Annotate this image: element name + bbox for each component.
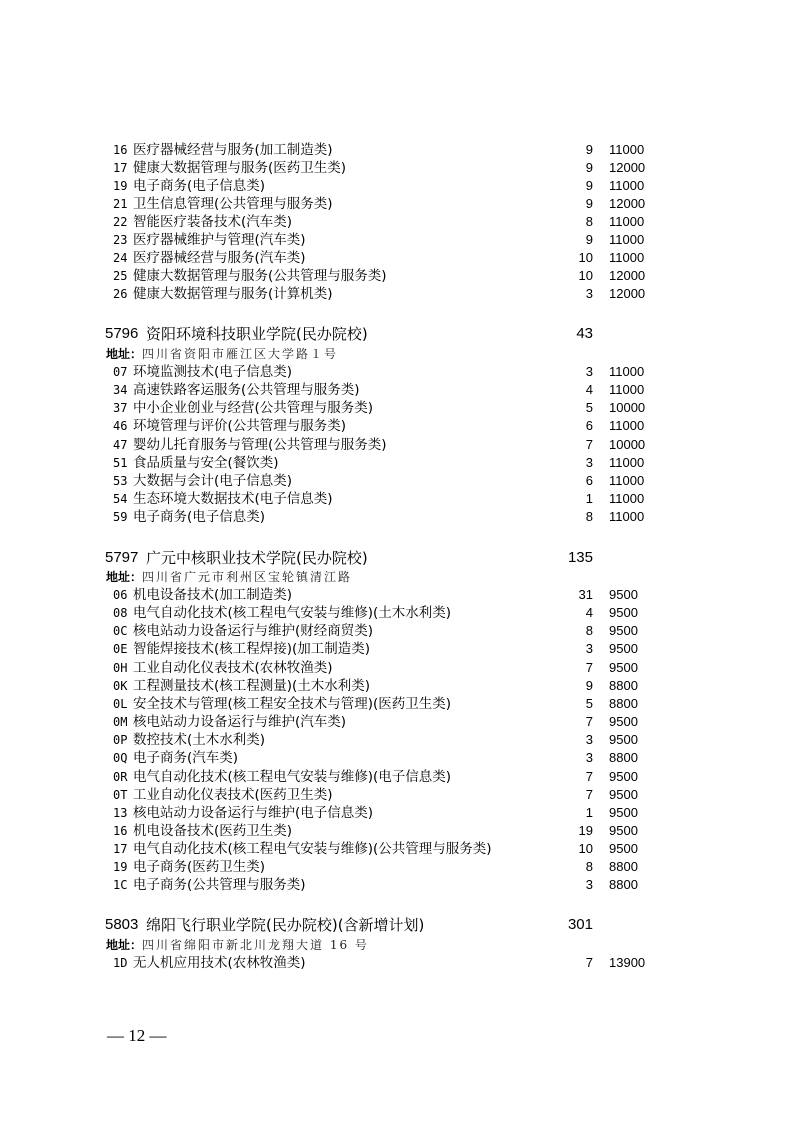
program-fee: 8800 bbox=[609, 750, 638, 765]
school-code: 5796 bbox=[105, 325, 139, 342]
program-fee: 9500 bbox=[609, 660, 638, 675]
program-fee: 11000 bbox=[609, 455, 645, 470]
program-row bbox=[0, 768, 793, 786]
program-fee: 11000 bbox=[609, 509, 645, 524]
program-name: 电气自动化技术(核工程电气安装与维修)(土木水利类) bbox=[133, 605, 452, 621]
program-code: 19 bbox=[113, 179, 128, 193]
program-fee: 11000 bbox=[609, 142, 645, 157]
program-name: 电子商务(汽车类) bbox=[133, 750, 239, 766]
program-code: 19 bbox=[113, 860, 128, 874]
program-fee: 11000 bbox=[609, 473, 645, 488]
program-row bbox=[0, 804, 793, 822]
program-code: 13 bbox=[113, 806, 128, 820]
program-name: 电子商务(公共管理与服务类) bbox=[133, 877, 306, 893]
program-row bbox=[0, 749, 793, 767]
program-count: 5 bbox=[585, 696, 593, 711]
program-name: 医疗器械维护与管理(汽车类) bbox=[133, 232, 306, 248]
program-code: 0T bbox=[113, 788, 128, 802]
school-code: 5803 bbox=[105, 916, 139, 933]
program-fee: 9500 bbox=[609, 769, 638, 784]
program-name: 医疗器械经营与服务(汽车类) bbox=[133, 250, 306, 266]
program-fee: 10000 bbox=[609, 437, 646, 452]
program-name: 卫生信息管理(公共管理与服务类) bbox=[133, 196, 333, 212]
program-name: 核电站动力设备运行与维护(财经商贸类) bbox=[133, 623, 374, 639]
program-count: 9 bbox=[585, 678, 593, 693]
program-count: 31 bbox=[578, 587, 593, 602]
program-code: 0Q bbox=[113, 751, 128, 765]
program-row bbox=[0, 267, 793, 285]
program-count: 7 bbox=[585, 660, 593, 675]
address-value: 四川省资阳市雁江区大学路１号 bbox=[142, 347, 339, 361]
school-total: 301 bbox=[567, 916, 593, 933]
program-name: 高速铁路客运服务(公共管理与服务类) bbox=[133, 382, 360, 398]
program-row bbox=[0, 659, 793, 677]
program-code: 25 bbox=[113, 269, 128, 283]
program-count: 3 bbox=[585, 750, 593, 765]
school-code: 5797 bbox=[105, 549, 139, 566]
program-count: 7 bbox=[585, 787, 593, 802]
program-name: 电子商务(医药卫生类) bbox=[133, 859, 266, 875]
school-address bbox=[106, 569, 352, 585]
program-count: 10 bbox=[578, 268, 593, 283]
address-value: 四川省绵阳市新北川龙翔大道 16 号 bbox=[142, 938, 369, 952]
program-count: 8 bbox=[585, 623, 593, 638]
program-code: 37 bbox=[113, 401, 128, 415]
school-name: 资阳环境科技职业学院(民办院校) bbox=[146, 325, 368, 343]
program-name: 工业自动化仪表技术(农林牧渔类) bbox=[133, 660, 333, 676]
program-name: 数控技术(土木水利类) bbox=[133, 732, 266, 748]
program-name: 工业自动化仪表技术(医药卫生类) bbox=[133, 787, 333, 803]
program-fee: 12000 bbox=[609, 286, 646, 301]
program-row bbox=[0, 731, 793, 749]
program-fee: 9500 bbox=[609, 732, 638, 747]
program-count: 10 bbox=[578, 841, 593, 856]
program-fee: 8800 bbox=[609, 696, 638, 711]
program-name: 食品质量与安全(餐饮类) bbox=[133, 455, 279, 471]
program-name: 电气自动化技术(核工程电气安装与维修)(电子信息类) bbox=[133, 769, 452, 785]
program-row bbox=[0, 141, 793, 159]
program-count: 9 bbox=[585, 232, 593, 247]
program-code: 08 bbox=[113, 606, 128, 620]
program-code: 23 bbox=[113, 233, 128, 247]
school-header bbox=[0, 323, 793, 345]
program-fee: 12000 bbox=[609, 196, 646, 211]
program-code: 0R bbox=[113, 770, 128, 784]
program-name: 机电设备技术(加工制造类) bbox=[133, 587, 293, 603]
program-count: 1 bbox=[585, 805, 593, 820]
program-row bbox=[0, 285, 793, 303]
program-name: 健康大数据管理与服务(医药卫生类) bbox=[133, 160, 347, 176]
program-fee: 8800 bbox=[609, 678, 638, 693]
program-fee: 11000 bbox=[609, 418, 645, 433]
program-row bbox=[0, 622, 793, 640]
program-count: 7 bbox=[585, 955, 593, 970]
program-row bbox=[0, 249, 793, 267]
address-label: 地址： bbox=[106, 570, 143, 584]
program-fee: 11000 bbox=[609, 214, 645, 229]
program-code: 0M bbox=[113, 715, 128, 729]
program-count: 9 bbox=[585, 178, 593, 193]
school-name: 绵阳飞行职业学院(民办院校)(含新增计划) bbox=[146, 916, 425, 934]
program-row bbox=[0, 858, 793, 876]
program-count: 9 bbox=[585, 196, 593, 211]
program-name: 智能焊接技术(核工程焊接)(加工制造类) bbox=[133, 641, 371, 657]
program-fee: 11000 bbox=[609, 178, 645, 193]
program-name: 中小企业创业与经营(公共管理与服务类) bbox=[133, 400, 374, 416]
program-count: 6 bbox=[585, 473, 593, 488]
program-row bbox=[0, 159, 793, 177]
program-code: 0E bbox=[113, 642, 128, 656]
program-row bbox=[0, 508, 793, 526]
program-fee: 9500 bbox=[609, 787, 638, 802]
program-count: 7 bbox=[585, 769, 593, 784]
program-name: 环境管理与评价(公共管理与服务类) bbox=[133, 418, 347, 434]
program-code: 0L bbox=[113, 697, 128, 711]
school-address bbox=[106, 346, 338, 362]
program-row bbox=[0, 954, 793, 972]
program-code: 26 bbox=[113, 287, 128, 301]
program-code: 59 bbox=[113, 510, 128, 524]
program-count: 3 bbox=[585, 286, 593, 301]
program-name: 婴幼儿托育服务与管理(公共管理与服务类) bbox=[133, 437, 387, 453]
program-row bbox=[0, 454, 793, 472]
program-code: 17 bbox=[113, 161, 128, 175]
program-fee: 11000 bbox=[609, 382, 645, 397]
program-code: 54 bbox=[113, 492, 128, 506]
program-name: 安全技术与管理(核工程安全技术与管理)(医药卫生类) bbox=[133, 696, 452, 712]
program-row bbox=[0, 363, 793, 381]
program-name: 电气自动化技术(核工程电气安装与维修)(公共管理与服务类) bbox=[133, 841, 492, 857]
program-row bbox=[0, 677, 793, 695]
program-fee: 9500 bbox=[609, 823, 638, 838]
school-name: 广元中核职业技术学院(民办院校) bbox=[146, 549, 368, 567]
program-fee: 9500 bbox=[609, 623, 638, 638]
program-count: 3 bbox=[585, 732, 593, 747]
program-count: 4 bbox=[585, 605, 593, 620]
program-count: 3 bbox=[585, 641, 593, 656]
program-row bbox=[0, 604, 793, 622]
program-name: 生态环境大数据技术(电子信息类) bbox=[133, 491, 333, 507]
program-fee: 9500 bbox=[609, 841, 638, 856]
program-row bbox=[0, 213, 793, 231]
program-count: 7 bbox=[585, 714, 593, 729]
page-number: — 12 — bbox=[107, 1026, 167, 1045]
program-code: 47 bbox=[113, 438, 128, 452]
program-row bbox=[0, 399, 793, 417]
program-name: 医疗器械经营与服务(加工制造类) bbox=[133, 142, 333, 158]
program-name: 电子商务(电子信息类) bbox=[133, 509, 266, 525]
program-name: 环境监测技术(电子信息类) bbox=[133, 364, 293, 380]
address-label: 地址： bbox=[106, 938, 143, 952]
address-value: 四川省广元市利州区宝轮镇清江路 bbox=[142, 570, 353, 584]
school-header bbox=[0, 914, 793, 936]
program-fee: 11000 bbox=[609, 250, 645, 265]
program-row bbox=[0, 472, 793, 490]
program-fee: 11000 bbox=[609, 364, 645, 379]
program-row bbox=[0, 490, 793, 508]
program-row bbox=[0, 640, 793, 658]
program-fee: 11000 bbox=[609, 232, 645, 247]
program-code: 51 bbox=[113, 456, 128, 470]
program-count: 3 bbox=[585, 455, 593, 470]
program-fee: 9500 bbox=[609, 587, 638, 602]
program-code: 16 bbox=[113, 143, 128, 157]
program-fee: 13900 bbox=[609, 955, 646, 970]
program-count: 9 bbox=[585, 160, 593, 175]
program-row bbox=[0, 177, 793, 195]
program-name: 无人机应用技术(农林牧渔类) bbox=[133, 955, 306, 971]
program-fee: 12000 bbox=[609, 160, 646, 175]
program-row bbox=[0, 840, 793, 858]
program-name: 健康大数据管理与服务(计算机类) bbox=[133, 286, 333, 302]
program-name: 大数据与会计(电子信息类) bbox=[133, 473, 293, 489]
program-fee: 11000 bbox=[609, 491, 645, 506]
program-row bbox=[0, 381, 793, 399]
program-count: 9 bbox=[585, 142, 593, 157]
program-name: 核电站动力设备运行与维护(汽车类) bbox=[133, 714, 347, 730]
program-count: 5 bbox=[585, 400, 593, 415]
program-fee: 9500 bbox=[609, 641, 638, 656]
program-code: 1D bbox=[113, 956, 128, 970]
program-count: 8 bbox=[585, 509, 593, 524]
program-code: 22 bbox=[113, 215, 128, 229]
program-row bbox=[0, 231, 793, 249]
program-row bbox=[0, 695, 793, 713]
address-label: 地址： bbox=[106, 347, 143, 361]
program-fee: 8800 bbox=[609, 877, 638, 892]
program-name: 工程测量技术(核工程测量)(土木水利类) bbox=[133, 678, 371, 694]
program-fee: 8800 bbox=[609, 859, 638, 874]
program-fee: 9500 bbox=[609, 714, 638, 729]
program-fee: 10000 bbox=[609, 400, 646, 415]
program-count: 19 bbox=[578, 823, 593, 838]
program-count: 10 bbox=[578, 250, 593, 265]
program-count: 8 bbox=[585, 859, 593, 874]
program-fee: 12000 bbox=[609, 268, 646, 283]
program-name: 核电站动力设备运行与维护(电子信息类) bbox=[133, 805, 374, 821]
school-total: 135 bbox=[567, 549, 593, 566]
program-fee: 9500 bbox=[609, 605, 638, 620]
program-code: 06 bbox=[113, 588, 128, 602]
program-code: 21 bbox=[113, 197, 128, 211]
program-code: 07 bbox=[113, 365, 128, 379]
program-code: 17 bbox=[113, 842, 128, 856]
program-code: 46 bbox=[113, 419, 128, 433]
program-count: 3 bbox=[585, 364, 593, 379]
program-name: 健康大数据管理与服务(公共管理与服务类) bbox=[133, 268, 387, 284]
program-row bbox=[0, 786, 793, 804]
program-count: 6 bbox=[585, 418, 593, 433]
program-count: 8 bbox=[585, 214, 593, 229]
school-address bbox=[106, 937, 369, 953]
program-code: 0P bbox=[113, 733, 128, 747]
program-count: 1 bbox=[585, 491, 593, 506]
program-name: 智能医疗装备技术(汽车类) bbox=[133, 214, 293, 230]
program-code: 0K bbox=[113, 679, 128, 693]
program-code: 34 bbox=[113, 383, 128, 397]
program-code: 16 bbox=[113, 824, 128, 838]
program-count: 3 bbox=[585, 877, 593, 892]
school-header bbox=[0, 547, 793, 569]
program-code: 53 bbox=[113, 474, 128, 488]
program-fee: 9500 bbox=[609, 805, 638, 820]
program-count: 4 bbox=[585, 382, 593, 397]
school-total: 43 bbox=[576, 325, 593, 342]
program-row bbox=[0, 195, 793, 213]
program-code: 0H bbox=[113, 661, 128, 675]
program-code: 1C bbox=[113, 878, 128, 892]
program-code: 0C bbox=[113, 624, 128, 638]
program-row bbox=[0, 713, 793, 731]
program-name: 机电设备技术(医药卫生类) bbox=[133, 823, 293, 839]
program-row bbox=[0, 822, 793, 840]
program-row bbox=[0, 436, 793, 454]
program-row bbox=[0, 876, 793, 894]
program-row bbox=[0, 417, 793, 435]
program-row bbox=[0, 586, 793, 604]
program-code: 24 bbox=[113, 251, 128, 265]
program-name: 电子商务(电子信息类) bbox=[133, 178, 266, 194]
program-count: 7 bbox=[585, 437, 593, 452]
